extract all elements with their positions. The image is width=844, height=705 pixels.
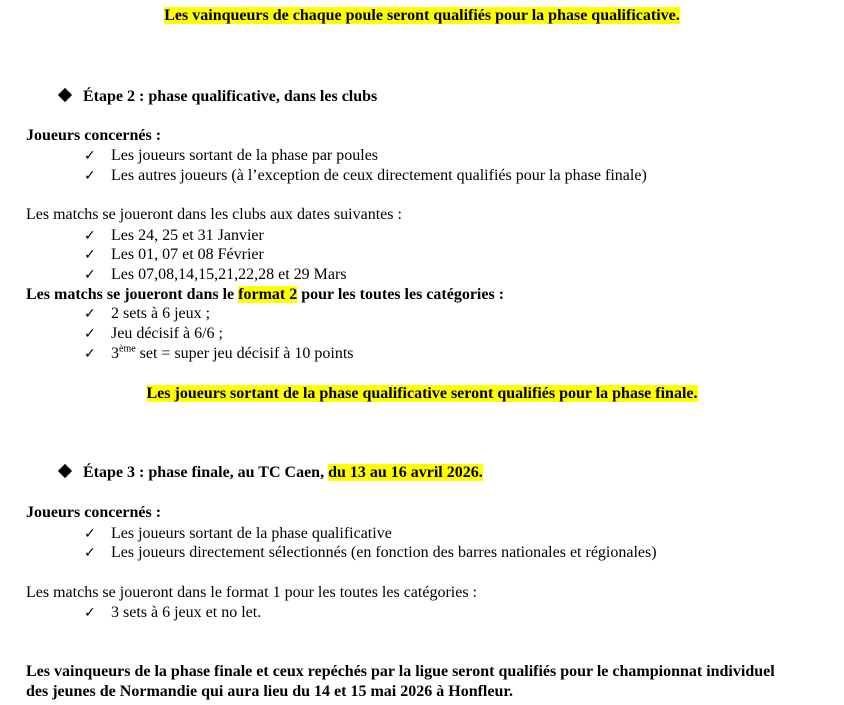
list-item: Les 24, 25 et 31 Janvier xyxy=(111,227,264,244)
list-item: Les joueurs sortant de la phase qualificative xyxy=(111,525,392,542)
checkmark-icon: ✓ xyxy=(84,267,96,283)
stage3-heading: Étape 3 : phase finale, au TC Caen, du 13 au 16 avril 2026. xyxy=(60,463,483,483)
list-item: Jeu décisif à 6/6 ; xyxy=(111,325,223,342)
list-item: 2 sets à 6 jeux ; xyxy=(111,305,211,322)
list-item: Les joueurs sortant de la phase par poules xyxy=(111,147,379,164)
list-item: Les 01, 07 et 08 Février xyxy=(111,246,264,263)
final-note-line2: des jeunes de Normandie qui aura lieu du 14 et 15 mai 2026 à Honfleur. xyxy=(26,683,513,700)
stage3-date-highlight: du 13 au 16 avril 2026. xyxy=(328,464,483,481)
checkmark-icon: ✓ xyxy=(84,228,96,244)
checkmark-icon: ✓ xyxy=(84,168,96,184)
diamond-bullet-icon xyxy=(58,88,72,102)
checkmark-icon: ✓ xyxy=(84,306,96,322)
list-item: 3ème set = super jeu décisif à 10 points xyxy=(111,343,354,362)
list-item: Les 07,08,14,15,21,22,28 et 29 Mars xyxy=(111,266,347,283)
checkmark-icon: ✓ xyxy=(84,148,96,164)
qualified-note-final: Les joueurs sortant de la phase qualificative seront qualifiés pour la phase finale. xyxy=(146,385,698,402)
checkmark-icon: ✓ xyxy=(84,326,96,342)
stage2-players-label: Joueurs concernés : xyxy=(26,127,162,144)
list-item: Les joueurs directement sélectionnés (en fonction des barres nationales et régionales) xyxy=(111,544,657,561)
list-item: Les autres joueurs (à l’exception de ceux directement qualifiés pour la phase finale) xyxy=(111,167,647,184)
stage2-format-intro: Les matchs se joueront dans le format 2 pour les toutes les catégories : xyxy=(26,286,505,303)
stage2-dates-intro: Les matchs se joueront dans les clubs aux dates suivantes : xyxy=(26,206,402,223)
final-note-line1: Les vainqueurs de la phase finale et ceux repéchés par la ligue seront qualifiés pour le championnat individuel xyxy=(26,663,775,680)
checkmark-icon: ✓ xyxy=(84,346,96,362)
format-highlight: format 2 xyxy=(238,286,298,303)
checkmark-icon: ✓ xyxy=(84,545,96,561)
stage2-heading: Étape 2 : phase qualificative, dans les clubs xyxy=(60,87,377,107)
list-item: 3 sets à 6 jeux et no let. xyxy=(111,604,262,621)
checkmark-icon: ✓ xyxy=(84,605,96,621)
stage3-format-intro: Les matchs se joueront dans le format 1 pour les toutes les catégories : xyxy=(26,584,477,601)
qualified-note-pools: Les vainqueurs de chaque poule seront qualifiés pour la phase qualificative. xyxy=(164,7,680,24)
diamond-bullet-icon xyxy=(58,464,72,478)
checkmark-icon: ✓ xyxy=(84,526,96,542)
stage3-players-label: Joueurs concernés : xyxy=(26,504,162,521)
checkmark-icon: ✓ xyxy=(84,247,96,263)
